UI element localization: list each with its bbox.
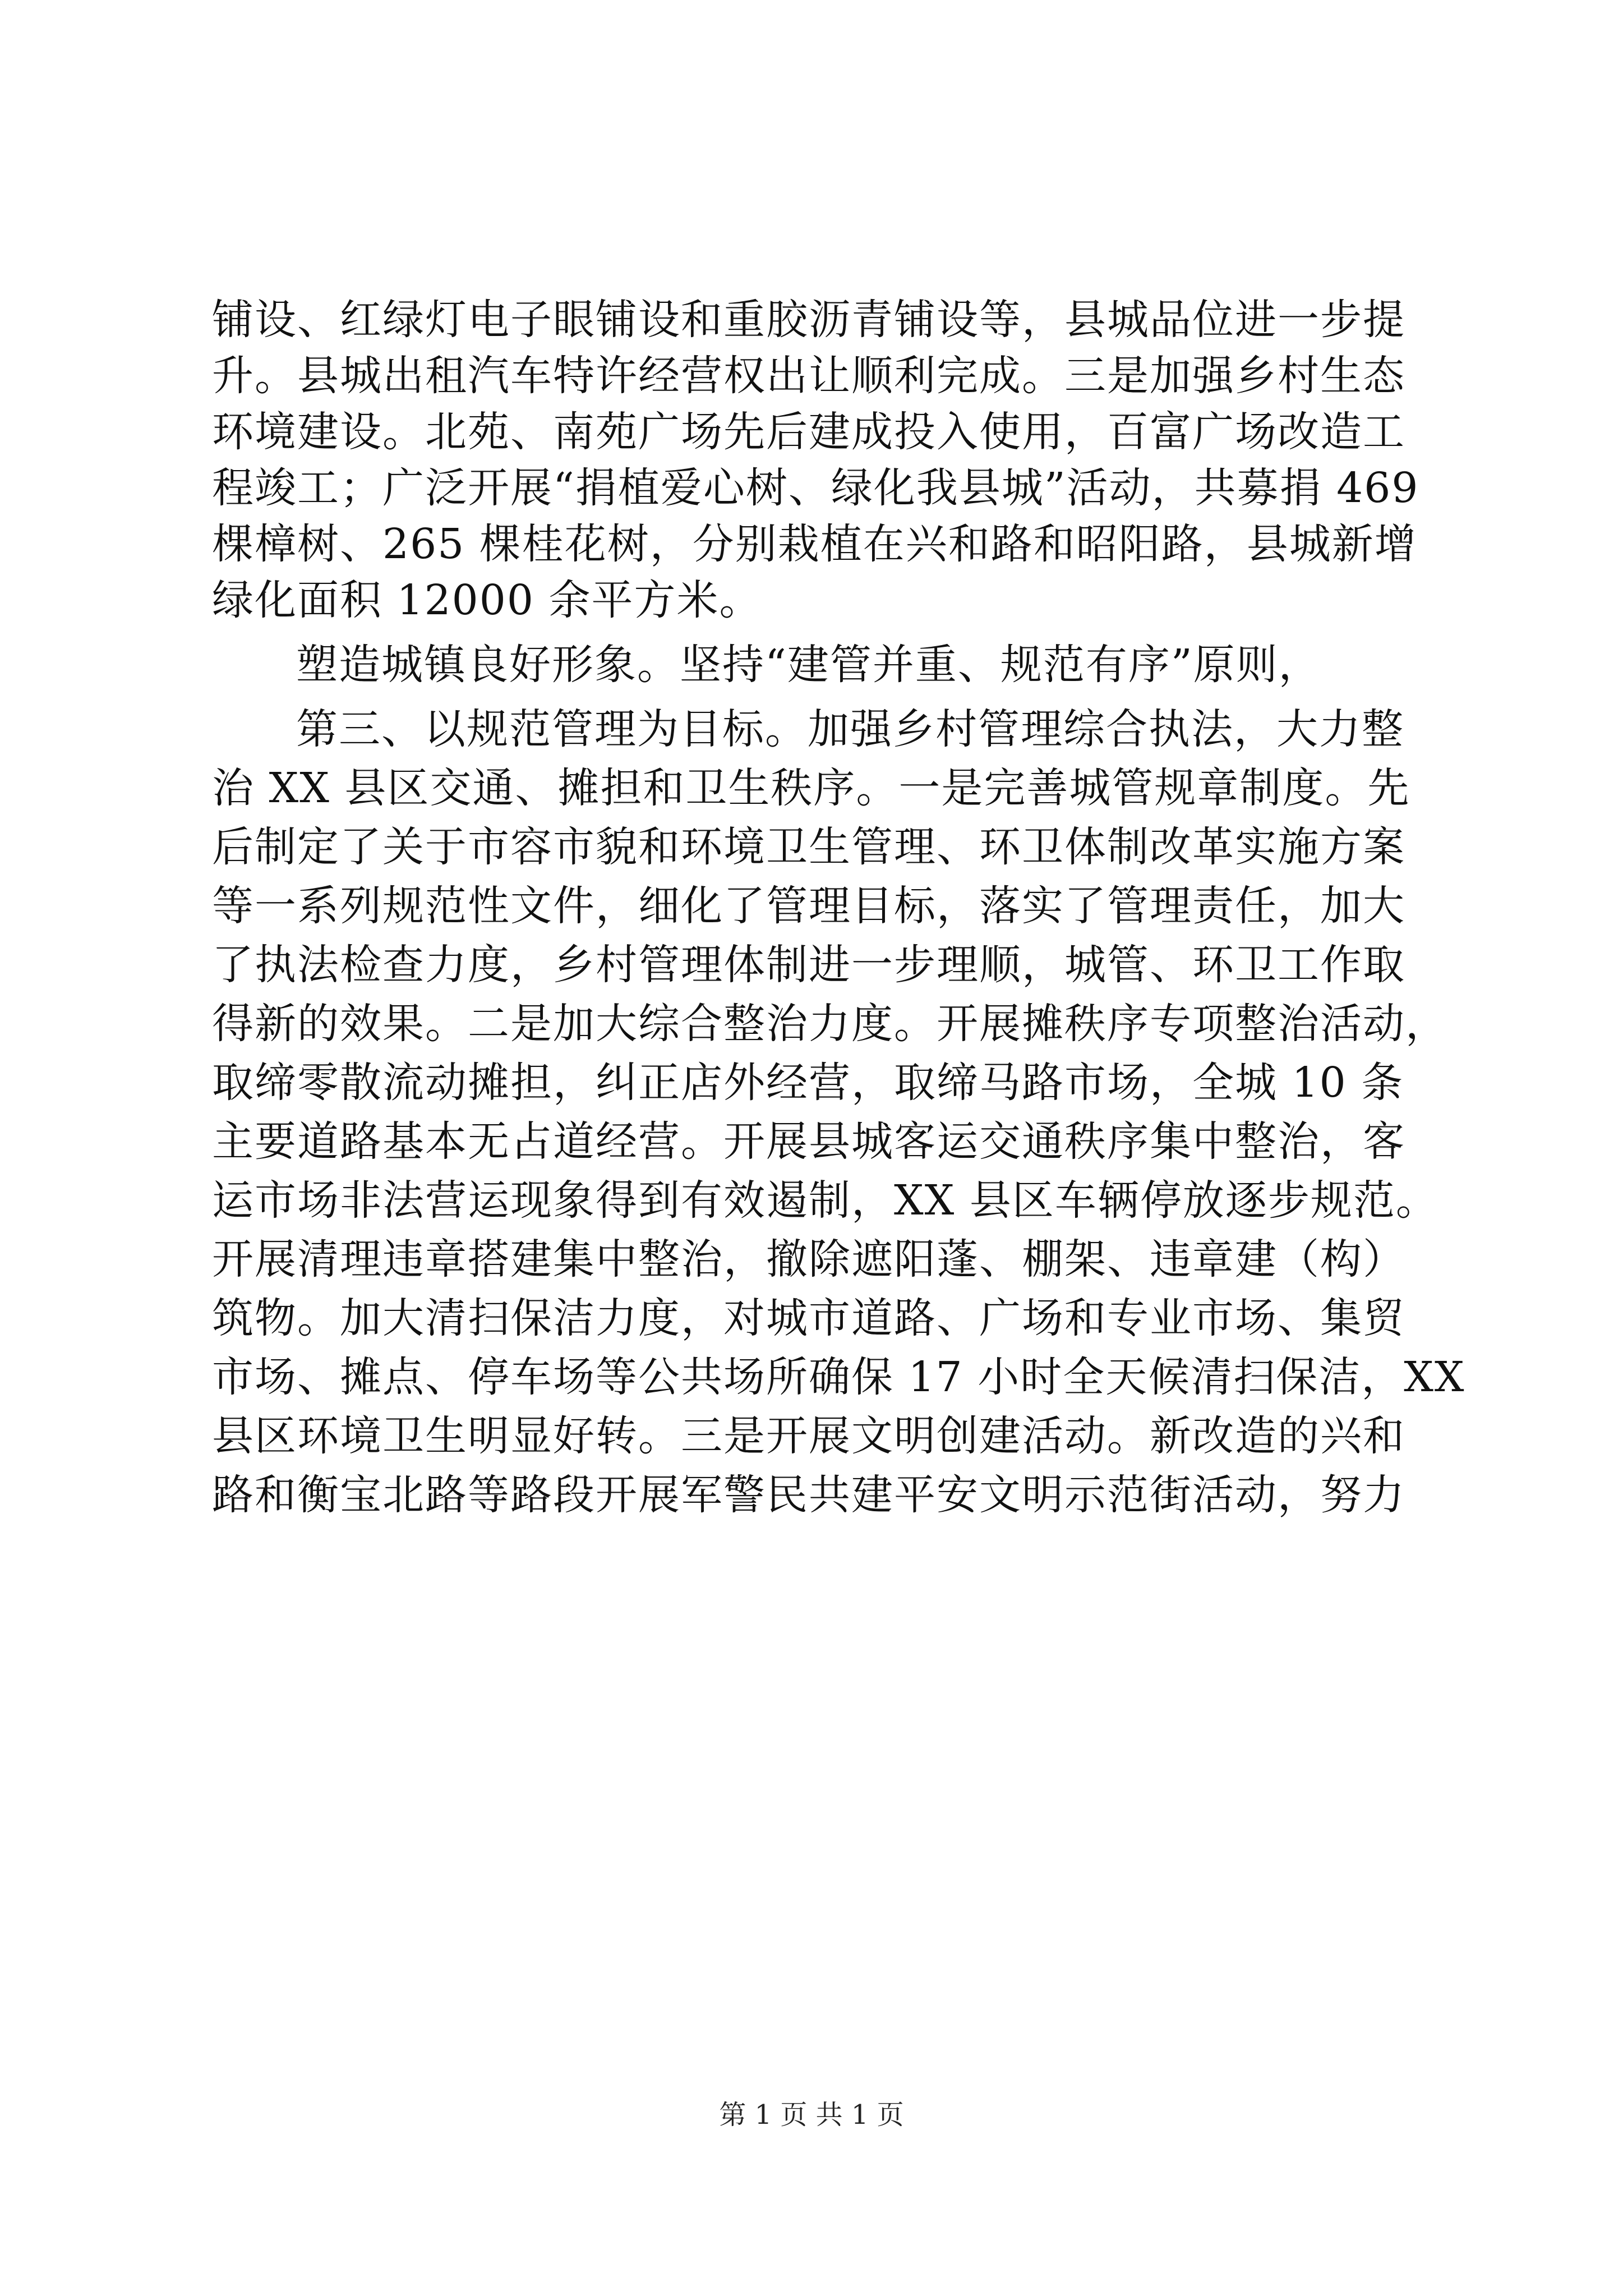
- body-line-7: 塑造城镇良好形象。坚持“建管并重、规范有序”原则，: [296, 641, 1321, 689]
- body-line-17: 开展清理违章搭建集中整治，撤除遮阳蓬、棚架、违章建（构）: [212, 1235, 1405, 1283]
- body-line-11: 等一系列规范性文件，细化了管理目标，落实了管理责任，加大: [212, 882, 1405, 930]
- body-line-20: 县区环境卫生明显好转。三是开展文明创建活动。新改造的兴和: [212, 1412, 1405, 1460]
- body-line-5: 棵樟树、265 棵桂花树，分别栽植在兴和路和昭阳路，县城新增: [212, 520, 1417, 568]
- body-line-10: 后制定了关于市容市貌和环境卫生管理、环卫体制改革实施方案: [212, 823, 1405, 871]
- body-line-13: 得新的效果。二是加大综合整治力度。开展摊秩序专项整治活动，: [212, 1000, 1448, 1048]
- body-line-8: 第三、以规范管理为目标。加强乡村管理综合执法，大力整: [296, 705, 1404, 753]
- body-line-14: 取缔零散流动摊担，纠正店外经营，取缔马路市场，全城 10 条: [212, 1059, 1404, 1107]
- body-line-19: 市场、摊点、停车场等公共场所确保 17 小时全天候清扫保洁，XX: [212, 1353, 1465, 1401]
- body-line-12: 了执法检查力度，乡村管理体制进一步理顺，城管、环卫工作取: [212, 941, 1405, 989]
- body-line-3: 环境建设。北苑、南苑广场先后建成投入使用，百富广场改造工: [212, 408, 1405, 456]
- page-footer: 第 1 页 共 1 页: [719, 2099, 904, 2131]
- body-line-9: 治 XX 县区交通、摊担和卫生秩序。一是完善城管规章制度。先: [212, 764, 1410, 812]
- body-line-15: 主要道路基本无占道经营。开展县城客运交通秩序集中整治，客: [212, 1117, 1405, 1166]
- body-line-2: 升。县城出租汽车特许经营权出让顺利完成。三是加强乡村生态: [212, 352, 1405, 400]
- body-line-21: 路和衡宝北路等路段开展军警民共建平安文明示范街活动，努力: [212, 1471, 1405, 1519]
- body-line-16: 运市场非法营运现象得到有效遏制，XX 县区车辆停放逐步规范。: [212, 1176, 1438, 1225]
- body-line-18: 筑物。加大清扫保洁力度，对城市道路、广场和专业市场、集贸: [212, 1294, 1405, 1342]
- body-line-1: 铺设、红绿灯电子眼铺设和重胶沥青铺设等，县城品位进一步提: [212, 296, 1405, 344]
- body-line-6: 绿化面积 12000 余平方米。: [212, 576, 762, 624]
- body-line-4: 程竣工；广泛开展“捐植爱心树、绿化我县城”活动，共募捐 469: [212, 464, 1419, 512]
